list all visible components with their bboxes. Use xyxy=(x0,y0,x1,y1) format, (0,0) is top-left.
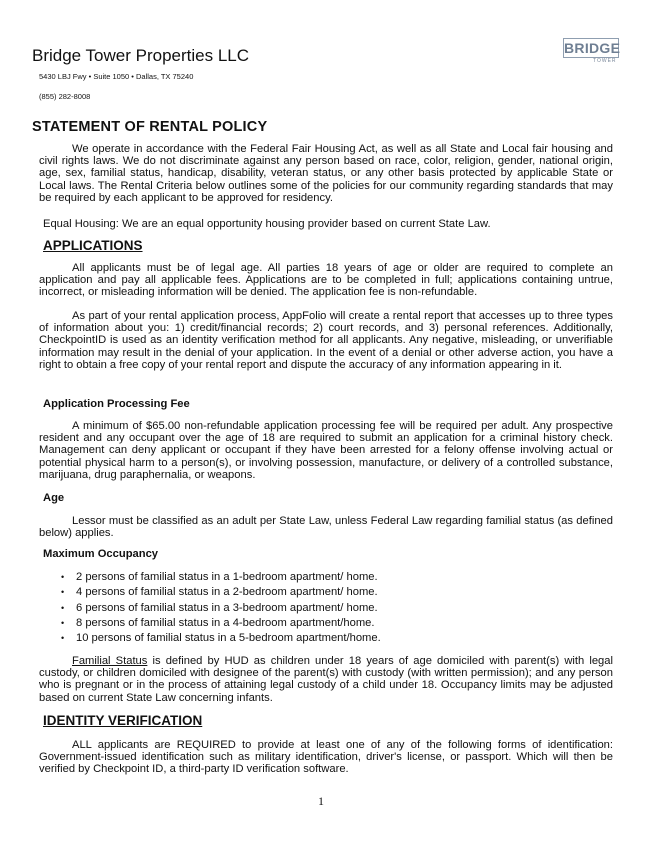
company-address: 5430 LBJ Fwy • Suite 1050 • Dallas, TX 75240 xyxy=(39,72,194,81)
processing-fee-paragraph: A minimum of $65.00 non-refundable application processing fee will be required per adult. Any prospective resident and any occupant over the age of 18 are required to submit an application for a criminal history check. Management can deny applicant or occupant if they have been arrested for a felony offense involving actual or potential physical harm to a person(s), or involving possession, manufacture, or delivery of a controlled substance, marijuana, drug paraphernalia, or weapons. xyxy=(39,420,613,481)
occupancy-item-text: 6 persons of familial status in a 3-bedroom apartment/ home. xyxy=(76,601,378,614)
bullet-icon: • xyxy=(61,617,65,628)
bullet-icon: • xyxy=(61,633,65,644)
equal-housing-statement: Equal Housing: We are an equal opportunity housing provider based on current State Law. xyxy=(43,218,491,230)
familial-status-term: Familial Status xyxy=(72,655,148,667)
occupancy-item-text: 10 persons of familial status in a 5-bedroom apartment/home. xyxy=(76,632,381,645)
applications-paragraph-1: All applicants must be of legal age. All parties 18 years of age or older are required to complete an application and pay all applicable fees. Applications are to be completed in full; applications containing untrue, incorrect, or misleading information will be denied. The application fee is non-refundable. xyxy=(39,262,613,299)
section-heading-identity-verification: IDENTITY VERIFICATION xyxy=(43,713,203,728)
list-item xyxy=(58,616,381,631)
bullet-icon: • xyxy=(61,602,65,613)
occupancy-item-text: 2 persons of familial status in a 1-bedroom apartment/ home. xyxy=(76,571,378,583)
age-paragraph: Lessor must be classified as an adult per State Law, unless Federal Law regarding familial status (as defined below) applies. xyxy=(39,515,613,540)
company-logo xyxy=(563,38,619,66)
list-item xyxy=(58,570,381,585)
company-phone: (855) 282-8008 xyxy=(39,92,91,101)
identity-verification-paragraph: ALL applicants are REQUIRED to provide at least one of any of the following forms of identification: Government-issued identification such as military identification, driver's license, or passport. Which will then be verified by Checkpoint ID, a third-party ID verification software. xyxy=(39,739,613,776)
subheading-maximum-occupancy: Maximum Occupancy xyxy=(43,548,159,560)
document-title: STATEMENT OF RENTAL POLICY xyxy=(32,119,268,135)
logo-subtext: TOWER xyxy=(593,58,617,64)
familial-status-definition: is defined by HUD as children under 18 years of age domiciled with parent(s) with legal custody, or children domiciled with designee of the parent(s) with custody (with written permission); and any person who is pregnant or in the process of attaining legal custody of a child under 18. Occupancy limits may be adjusted based on current State Law concerning infants. xyxy=(39,655,613,704)
page-number: 1 xyxy=(318,794,324,808)
subheading-processing-fee: Application Processing Fee xyxy=(43,398,190,410)
subheading-age: Age xyxy=(43,492,65,504)
applications-paragraph-2: As part of your rental application process, AppFolio will create a rental report that accesses up to three types of information about you: 1) credit/financial records; 2) court records, and 3) personal references. Additionally, CheckpointID is used as an identity verification method for all applicants. Any negative, misleading, or unverifiable information may result in the denial of your application. In the event of a denial or other adverse action, you have a right to obtain a free copy of your rental report and dispute the accuracy of any information appearing in it. xyxy=(39,310,613,371)
occupancy-item-text: 4 persons of familial status in a 2-bedroom apartment/ home. xyxy=(76,586,378,599)
logo-wordmark: BRIDGE xyxy=(564,40,621,56)
section-heading-applications: APPLICATIONS xyxy=(43,238,143,253)
bullet-icon: • xyxy=(61,572,65,582)
occupancy-item-text: 8 persons of familial status in a 4-bedroom apartment/home. xyxy=(76,616,375,629)
bullet-icon: • xyxy=(61,587,65,598)
occupancy-list xyxy=(58,570,381,646)
list-item xyxy=(58,631,381,646)
company-name: Bridge Tower Properties LLC xyxy=(32,46,250,65)
intro-paragraph: We operate in accordance with the Federal Fair Housing Act, as well as all State and Local fair housing and civil rights laws. We do not discriminate against any person based on race, color, religion, gender, national origin, age, sex, familial status, handicap, disability, veteran status, or any other basis protected by applicable State or Local laws. The Rental Criteria below outlines some of the policies for our community regarding standards that may be required by each applicant to be approved for residency. xyxy=(39,143,613,204)
familial-status-paragraph xyxy=(39,655,613,704)
list-item xyxy=(58,585,381,600)
list-item xyxy=(58,601,381,616)
